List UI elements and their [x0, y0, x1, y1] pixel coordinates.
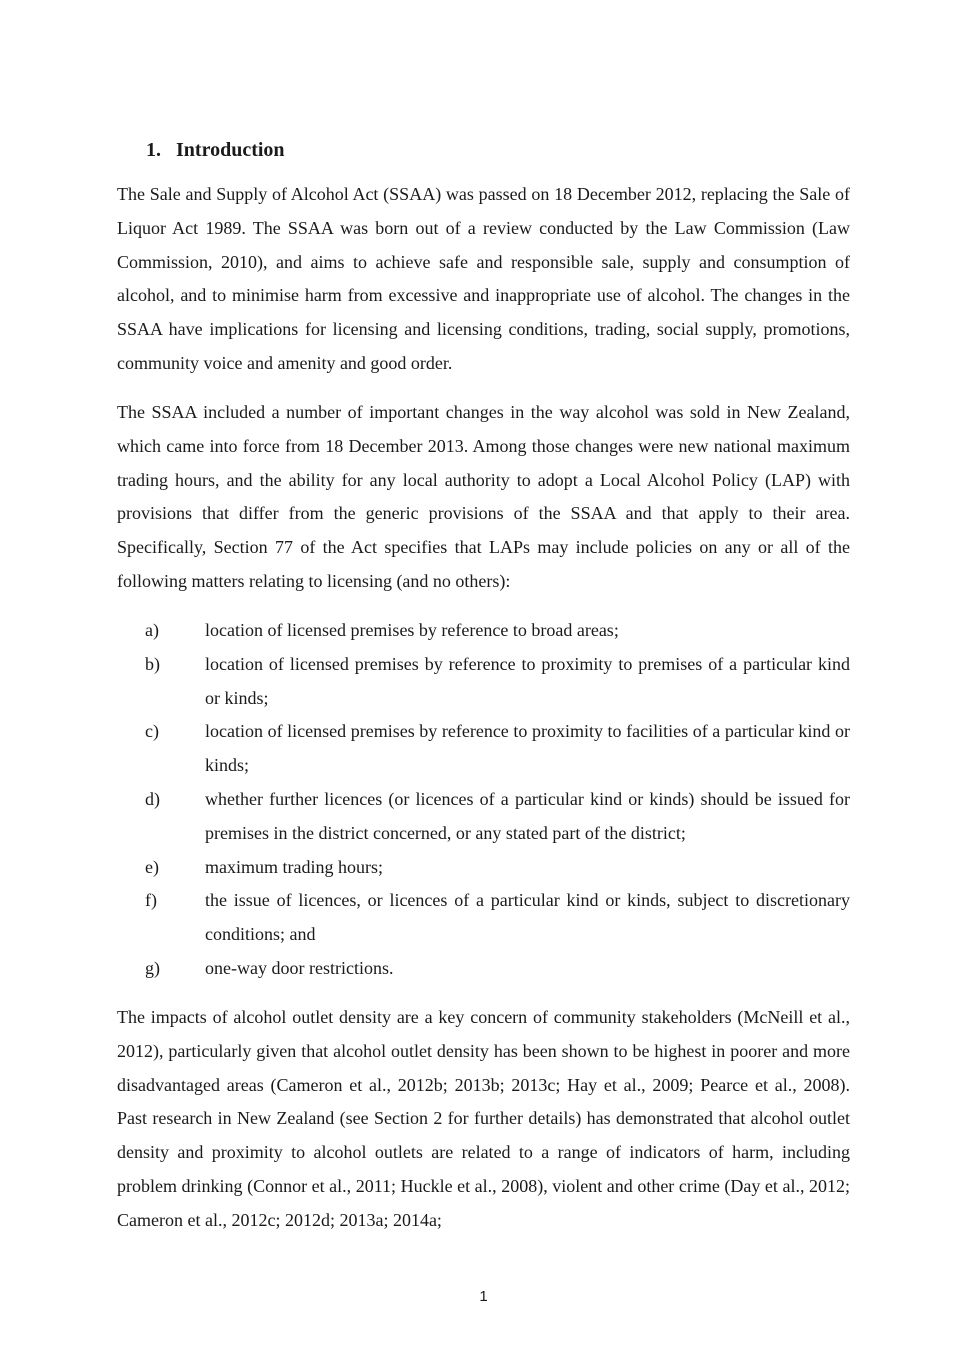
- licensing-matters-list: [117, 614, 850, 986]
- section-title: Introduction: [176, 139, 285, 161]
- list-marker: b): [145, 653, 160, 674]
- list-item: [117, 952, 850, 986]
- list-marker: c): [145, 721, 159, 742]
- list-item: [117, 783, 850, 851]
- list-marker: e): [145, 856, 159, 877]
- list-item-text: maximum trading hours;: [205, 856, 383, 877]
- list-item: [117, 614, 850, 648]
- list-item-text: location of licensed premises by reference to broad areas;: [205, 620, 619, 640]
- list-item: [117, 884, 850, 952]
- list-marker: a): [145, 620, 159, 640]
- list-marker: d): [145, 788, 160, 809]
- list-marker: f): [145, 890, 157, 911]
- list-item-text: one-way door restrictions.: [205, 957, 394, 978]
- list-item: [117, 715, 850, 783]
- list-item-text: location of licensed premises by reference to proximity to premises of a particular kind or kinds;: [205, 653, 850, 708]
- section-heading: [146, 136, 285, 164]
- paragraph-intro: The Sale and Supply of Alcohol Act (SSAA) was passed on 18 December 2012, replacing the Sale of Liquor Act 1989. The SSAA was born out of a review conducted by the Law Commission (Law Commission, 2010), and aims to achieve safe and responsible sale, supply and consumption of alcohol, and to minimise harm from excessive and inappropriate use of alcohol. The changes in the SSAA have implications for licensing and licensing conditions, trading, social supply, promotions, community voice and amenity and good order.: [117, 184, 850, 373]
- list-marker: g): [145, 957, 160, 978]
- list-item-text: the issue of licences, or licences of a particular kind or kinds, subject to discretionary conditions; and: [205, 890, 850, 945]
- paragraph-outlet-density: The impacts of alcohol outlet density are a key concern of community stakeholders (McNeill et al., 2012), particularly given that alcohol outlet density has been shown to be highest in poorer and more disadvantaged areas (Cameron et al., 2012b; 2013b; 2013c; Hay et al., 2009; Pearce et al., 2008). Past research in New Zealand (see Section 2 for further details) has demonstrated that alcohol outlet density and proximity to alcohol outlets are related to a range of indicators of harm, including problem drinking (Connor et al., 2011; Huckle et al., 2008), violent and other crime (Day et al., 2012; Cameron et al., 2012c; 2012d; 2013a; 2014a;: [117, 1007, 850, 1230]
- list-item-text: whether further licences (or licences of a particular kind or kinds) should be issued for premises in the district concerned, or any stated part of the district;: [205, 788, 850, 843]
- page-number: 1: [479, 1288, 488, 1305]
- list-item: [117, 851, 850, 885]
- paragraph-ssaa-changes: The SSAA included a number of important changes in the way alcohol was sold in New Zealand, which came into force from 18 December 2013. Among those changes were new national maximum trading hours, and the ability for any local authority to adopt a Local Alcohol Policy (LAP) with provisions that differ from the generic provisions of the SSAA and that apply to their area. Specifically, Section 77 of the Act specifies that LAPs may include policies on any or all of the following matters relating to licensing (and no others):: [117, 402, 850, 591]
- list-item: [117, 648, 850, 716]
- section-number: 1.: [146, 139, 161, 161]
- list-item-text: location of licensed premises by reference to proximity to facilities of a particular kind or kinds;: [205, 721, 850, 776]
